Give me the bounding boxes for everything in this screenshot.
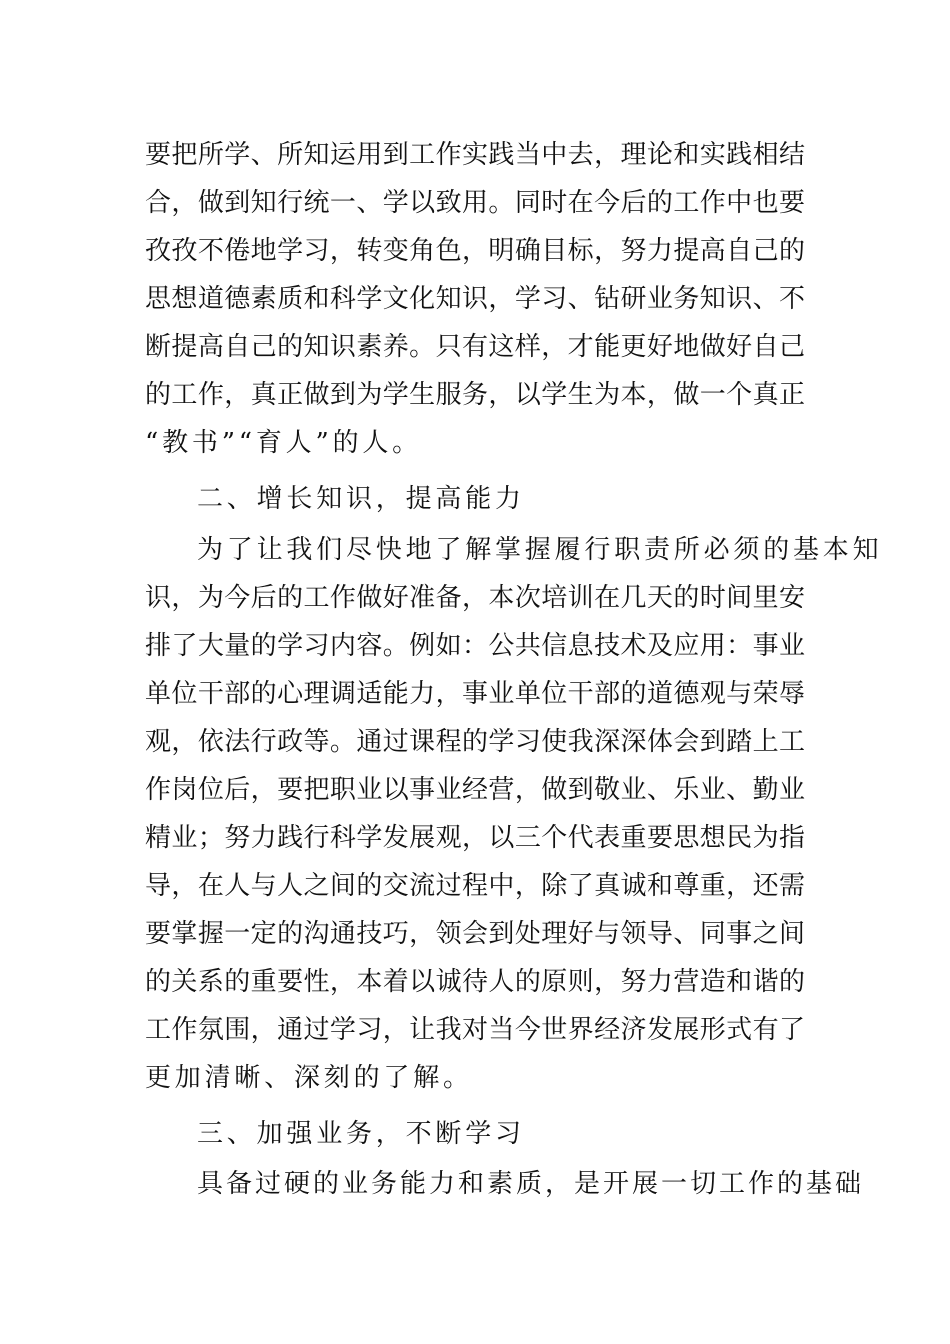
paragraph-line: 排了大量的学习内容。例如：公共信息技术及应用：事业 [145, 631, 805, 661]
paragraph-line: 识，为今后的工作做好准备，本次培训在几天的时间里安 [145, 583, 805, 613]
paragraph-line: 作岗位后，要把职业以事业经营，做到敬业、乐业、勤业 [145, 775, 805, 805]
paragraph-line: 更加清晰、深刻的了解。 [145, 1063, 473, 1093]
paragraph-line: 导，在人与人之间的交流过程中，除了真诚和尊重，还需 [145, 871, 805, 901]
paragraph-line: 要掌握一定的沟通技巧，领会到处理好与领导、同事之间 [145, 919, 805, 949]
paragraph-line: 的关系的重要性，本着以诚待人的原则，努力营造和谐的 [145, 967, 805, 997]
paragraph-line: 工作氛围，通过学习，让我对当今世界经济发展形式有了 [145, 1015, 805, 1045]
section-heading: 二、增长知识，提高能力 [197, 484, 525, 514]
paragraph-line: 断提高自己的知识素养。只有这样，才能更好地做好自己 [145, 332, 805, 362]
paragraph-line: “教书”“育人”的人。 [145, 428, 422, 458]
paragraph-line: 观，依法行政等。通过课程的学习使我深深体会到踏上工 [145, 727, 805, 757]
paragraph-line: 要把所学、所知运用到工作实践当中去，理论和实践相结 [145, 140, 805, 170]
paragraph-line: 合，做到知行统一、学以致用。同时在今后的工作中也要 [145, 188, 805, 218]
paragraph-line: 的工作，真正做到为学生服务，以学生为本，做一个真正 [145, 380, 805, 410]
paragraph-line: 具备过硬的业务能力和素质，是开展一切工作的基础 [197, 1169, 865, 1199]
paragraph-line: 孜孜不倦地学习，转变角色，明确目标，努力提高自己的 [145, 236, 805, 266]
paragraph-line: 单位干部的心理调适能力，事业单位干部的道德观与荣辱 [145, 679, 805, 709]
paragraph-line: 为了让我们尽快地了解掌握履行职责所必须的基本知 [197, 535, 883, 565]
section-heading: 三、加强业务，不断学习 [197, 1119, 525, 1149]
paragraph-line: 精业；努力践行科学发展观，以三个代表重要思想民为指 [145, 823, 805, 853]
paragraph-line: 思想道德素质和科学文化知识，学习、钻研业务知识、不 [145, 284, 805, 314]
